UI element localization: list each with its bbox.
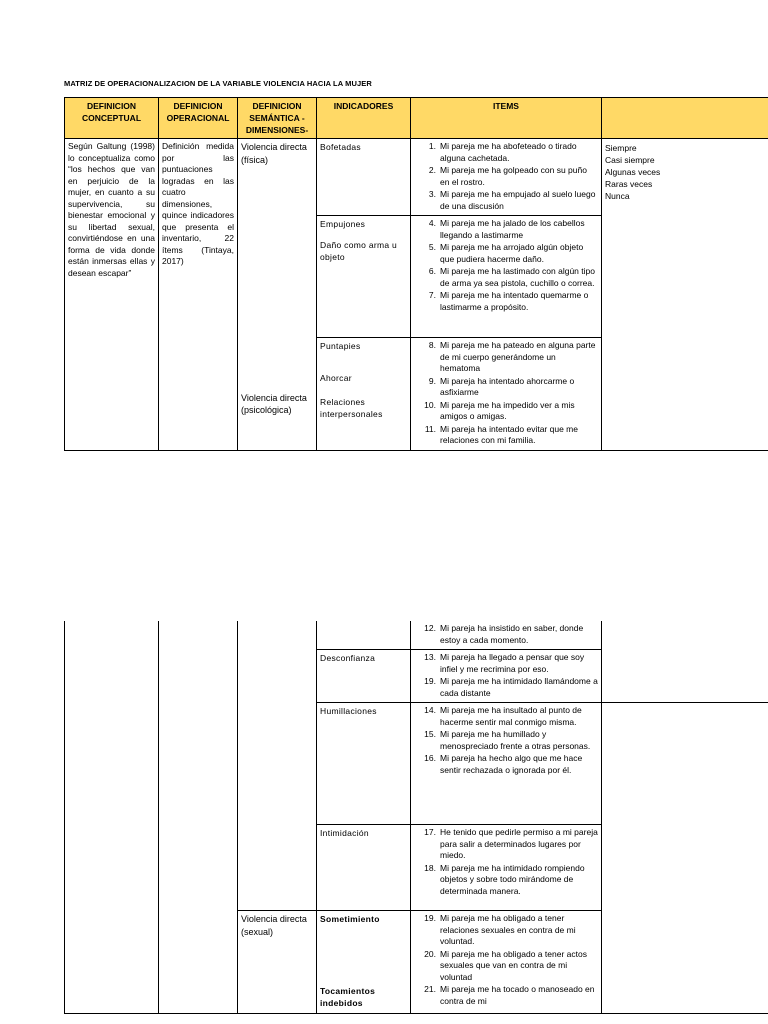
operationalization-matrix-part-1 xyxy=(64,97,768,451)
scale-option: Nunca xyxy=(605,191,630,201)
operational-continuation xyxy=(159,621,238,1014)
scale-option: Casi siempre xyxy=(605,155,655,165)
items-cell xyxy=(411,216,602,338)
list-item: 6. Mi pareja me ha lastimado con algún tipo de arma ya sea pistola, cuchillo o correa. xyxy=(428,266,595,288)
indicator-relaciones: Relaciones interpersonales xyxy=(320,397,383,419)
items-cell xyxy=(411,650,602,703)
indicator-cell xyxy=(317,911,411,1014)
items-cell xyxy=(411,621,602,650)
list-item: 8. Mi pareja me ha pateado en alguna parte de mi cuerpo generándome un hematoma xyxy=(428,340,596,373)
list-item: 19. Mi pareja me ha intimidado llamándome a cada distante xyxy=(424,676,598,698)
dimension-continuation xyxy=(238,621,317,911)
list-item: 3. Mi pareja me ha empujado al suelo luego de una discusión xyxy=(428,189,596,211)
list-item: 15. Mi pareja me ha humillado y menospreciado frente a otras personas. xyxy=(424,729,591,751)
indicator-dano-arma: Daño como arma u objeto xyxy=(320,240,398,262)
items-cell xyxy=(411,911,602,1014)
operational-definition: Definición medida por las puntuaciones logradas en las cuatro dimensiones, quince indicadores que presenta el inventario, 22 ítems (Tintaya, 2017) xyxy=(159,139,238,451)
header-items: ITEMS xyxy=(411,98,602,139)
header-row xyxy=(65,98,768,139)
list-item: 16. Mi pareja ha hecho algo que me hace sentir rechazada o ignorada por él. xyxy=(424,753,583,775)
list-item: 5. Mi pareja me ha arrojado algún objeto que pudiera hacerme daño. xyxy=(428,242,584,264)
list-item: 9. Mi pareja ha intentado ahorcarme o asfixiarme xyxy=(428,375,575,397)
conceptual-definition: Según Galtung (1998) lo conceptualiza como “los hechos que van en perjuicio de la mujer, en cuanto a su supervivencia, su bienestar emocional y su libertad sexual, convirtiéndose en una forma de vida donde están inmersas ellas y desean escapar” xyxy=(65,139,159,451)
document-title: MATRIZ DE OPERACIONALIZACION DE LA VARIABLE VIOLENCIA HACIA LA MUJER xyxy=(64,79,372,88)
header-conceptual: DEFINICION CONCEPTUAL xyxy=(65,98,159,139)
list-item: 18. Mi pareja me ha intimidado rompiendo objetos y sobre todo mirándome de determinada manera. xyxy=(424,862,585,896)
list-item: 11. Mi pareja ha intentado evitar que me relaciones con mi familia. xyxy=(424,423,578,445)
items-cell xyxy=(411,703,602,825)
list-item: 4. Mi pareja me ha jalado de los cabellos llegando a lastimarme xyxy=(428,218,585,240)
indicator-continuation xyxy=(317,621,411,650)
items-cell xyxy=(411,139,602,216)
list-item: 19. Mi pareja me ha obligado a tener relaciones sexuales en contra de mi voluntad. xyxy=(424,913,576,946)
list-item: 1. Mi pareja me ha abofeteado o tirado alguna cachetada. xyxy=(428,141,577,163)
indicator-cell xyxy=(317,338,411,451)
header-operacional: DEFINICION OPERACIONAL xyxy=(159,98,238,139)
dimension-psicologica: Violencia directa (psicológica) xyxy=(241,392,307,415)
list-item: 21. Mi pareja me ha tocado o manoseado en contra de mi xyxy=(424,984,595,1006)
list-item: 13. Mi pareja ha llegado a pensar que soy infiel y me recrimina por eso. xyxy=(424,652,585,674)
header-indicadores: INDICADORES xyxy=(317,98,411,139)
indicator-ahorcar: Ahorcar xyxy=(320,373,352,383)
scale-continuation xyxy=(602,621,768,703)
indicator-humillaciones: Humillaciones xyxy=(317,703,411,825)
indicator-intimidacion: Intimidación xyxy=(317,825,411,911)
indicator-tocamientos: Tocamientos indebidos xyxy=(320,986,376,1008)
list-item: 2. Mi pareja me ha golpeado con su puño en el rostro. xyxy=(428,165,587,187)
dimension-spacer xyxy=(238,216,317,338)
list-item: 14. Mi pareja me ha insultado al punto de hacerme sentir mal conmigo misma. xyxy=(424,705,582,727)
dimension-fisica: Violencia directa (física) xyxy=(238,139,317,216)
list-item: 17. He tenido que pedirle permiso a mi pareja para salir a determinados lugares por miedo. xyxy=(424,827,598,860)
items-cell xyxy=(411,338,602,451)
table-row xyxy=(65,621,768,650)
indicator-bofetadas: Bofetadas xyxy=(317,139,411,216)
list-item: 10. Mi pareja me ha impedido ver a mis amigos o amigas. xyxy=(424,399,575,421)
items-cell xyxy=(411,825,602,911)
table-row xyxy=(65,139,768,216)
indicator-desconfianza: Desconfianza xyxy=(317,650,411,703)
list-item: 20. Mi pareja me ha obligado a tener actos sexuales que van en contra de mi voluntad xyxy=(424,948,587,982)
header-semantica: DEFINICION SEMÁNTICA -DIMENSIONES- xyxy=(238,98,317,139)
dimension-cell xyxy=(238,338,317,451)
operationalization-matrix-part-2 xyxy=(64,621,768,1014)
conceptual-continuation xyxy=(65,621,159,1014)
scale-option: Algunas veces xyxy=(605,167,661,177)
indicator-sometimiento: Sometimiento xyxy=(320,914,380,924)
indicator-cell xyxy=(317,216,411,338)
list-item: 12. Mi pareja ha insistido en saber, donde estoy a cada momento. xyxy=(424,623,584,645)
list-item: 7. Mi pareja me ha intentado quemarme o lastimarme a propósito. xyxy=(428,290,589,312)
scale-continuation xyxy=(602,703,768,1014)
indicator-empujones: Empujones xyxy=(320,219,366,229)
scale-option: Siempre xyxy=(605,143,637,153)
indicator-puntapies: Puntapies xyxy=(320,341,361,351)
scale-option: Raras veces xyxy=(605,179,653,189)
dimension-sexual: Violencia directa (sexual) xyxy=(238,911,317,1014)
header-escala xyxy=(602,98,768,139)
response-scale xyxy=(602,139,768,451)
